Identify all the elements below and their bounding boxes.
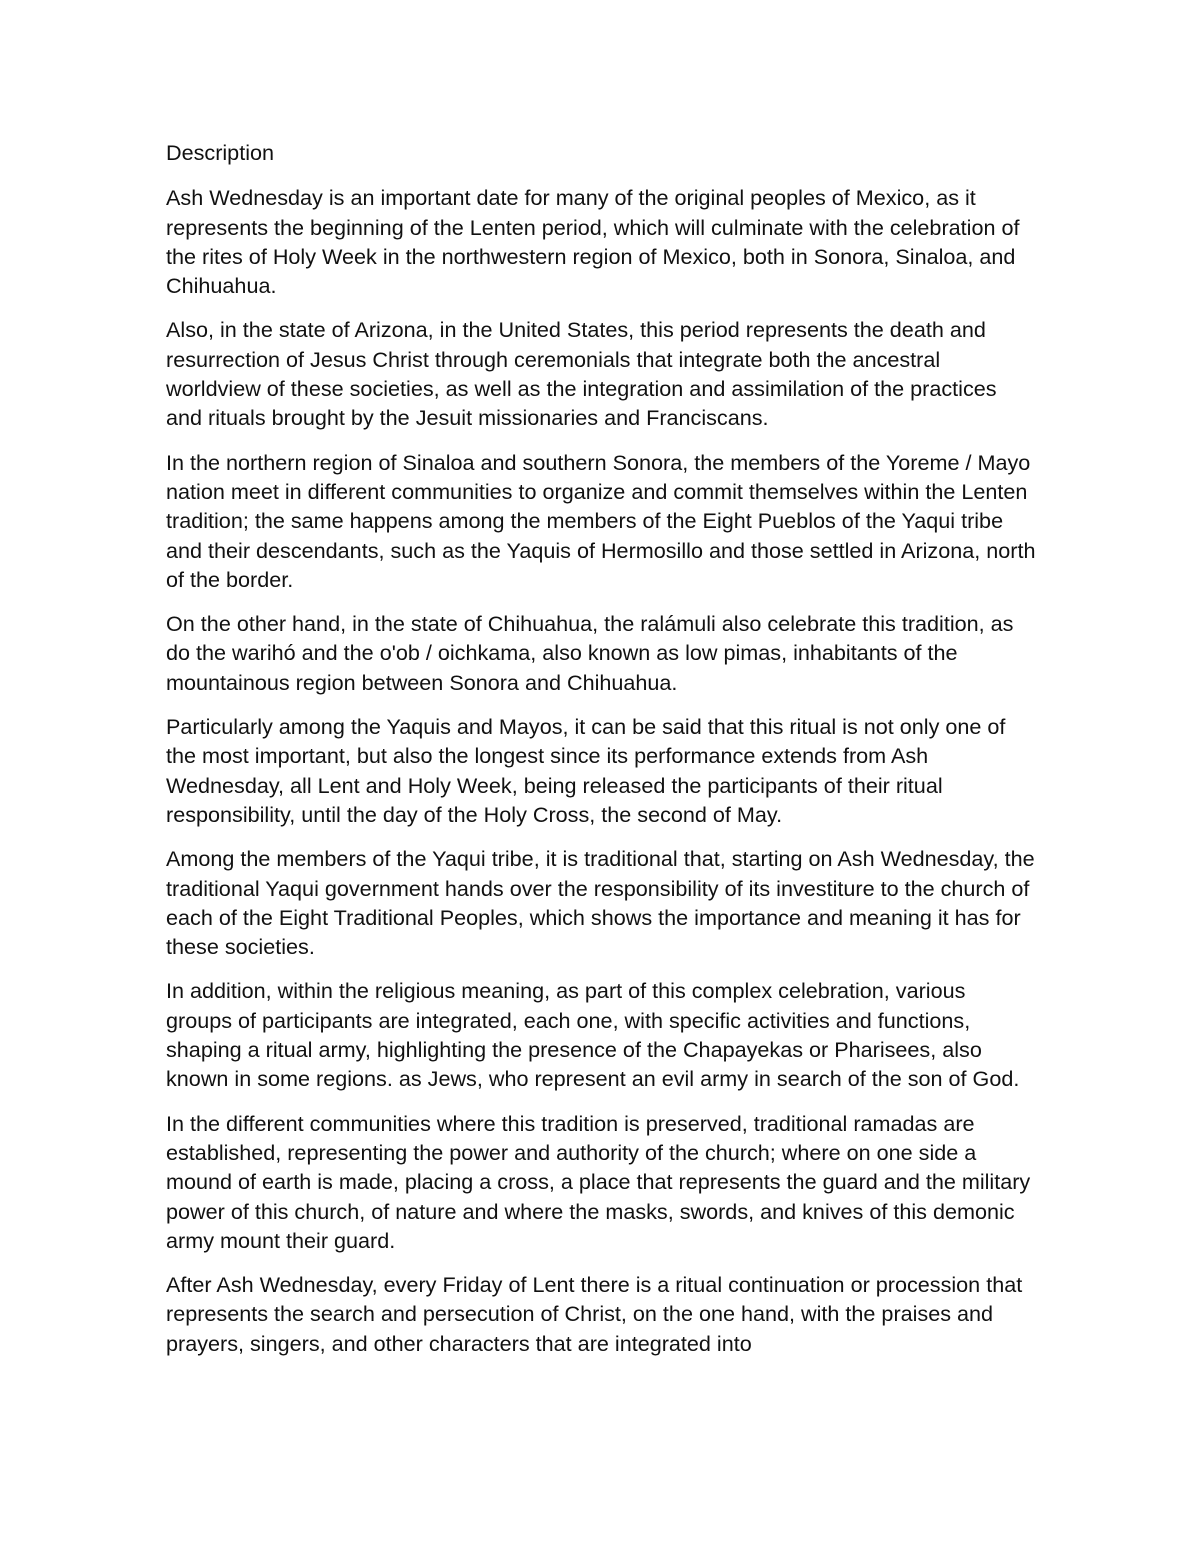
paragraph-9: After Ash Wednesday, every Friday of Lent there is a ritual continuation or procession that represents the search and persecution of Christ, on the one hand, with the praises and prayers, singers, and other characters that are integrated into xyxy=(166,1272,1023,1356)
paragraph-7: In addition, within the religious meaning, as part of this complex celebration, various groups of participants are integrated, each one, with specific activities and functions, shaping a ritual army, highlighting the presence of the Chapayekas or Pharisees, also known in some regions. as Jews, who represent an evil army in search of the son of God. xyxy=(166,978,1020,1092)
paragraph-3: In the northern region of Sinaloa and southern Sonora, the members of the Yoreme / Mayo nation meet in different communities to organize and commit themselves within the Lenten tradition; the same happens among the members of the Eight Pueblos of the Yaqui tribe and their descendants, such as the Yaquis of Hermosillo and those settled in Arizona, north of the border. xyxy=(166,449,1036,592)
paragraph-1: Ash Wednesday is an important date for many of the original peoples of Mexico, as it represents the beginning of the Lenten period, which will culminate with the celebration of the rites of Holy Week in the northwestern region of Mexico, both in Sonora, Sinaloa, and Chihuahua. xyxy=(166,185,1020,299)
paragraph-4: On the other hand, in the state of Chihuahua, the ralámuli also celebrate this tradition, as do the warihó and the o'ob / oichkama, also known as low pimas, inhabitants of the mountainous region between Sonora and Chihuahua. xyxy=(166,611,1014,695)
document-heading: Description xyxy=(166,140,275,165)
paragraph-8: In the different communities where this tradition is preserved, traditional ramadas are established, representing the power and authority of the church; where on one side a mound of earth is made, placing a cross, a place that represents the guard and the military power of this church, of nature and where the masks, swords, and knives of this demonic army mount their guard. xyxy=(166,1110,1031,1253)
document-page xyxy=(166,138,1036,1373)
paragraph-5: Particularly among the Yaquis and Mayos, it can be said that this ritual is not only one of the most important, but also the longest since its performance extends from Ash Wednesday, all Lent and Holy Week, being released the participants of their ritual responsibility, until the day of the Holy Cross, the second of May. xyxy=(166,714,1006,827)
paragraph-2: Also, in the state of Arizona, in the United States, this period represents the death and resurrection of Jesus Christ through ceremonials that integrate both the ancestral worldview of these societies, as well as the integration and assimilation of the practices and rituals brought by the Jesuit missionaries and Franciscans. xyxy=(166,317,997,431)
paragraph-6: Among the members of the Yaqui tribe, it is traditional that, starting on Ash Wednesday, the traditional Yaqui government hands over the responsibility of its investiture to the church of each of the Eight Traditional Peoples, which shows the importance and meaning it has for these societies. xyxy=(166,846,1035,960)
